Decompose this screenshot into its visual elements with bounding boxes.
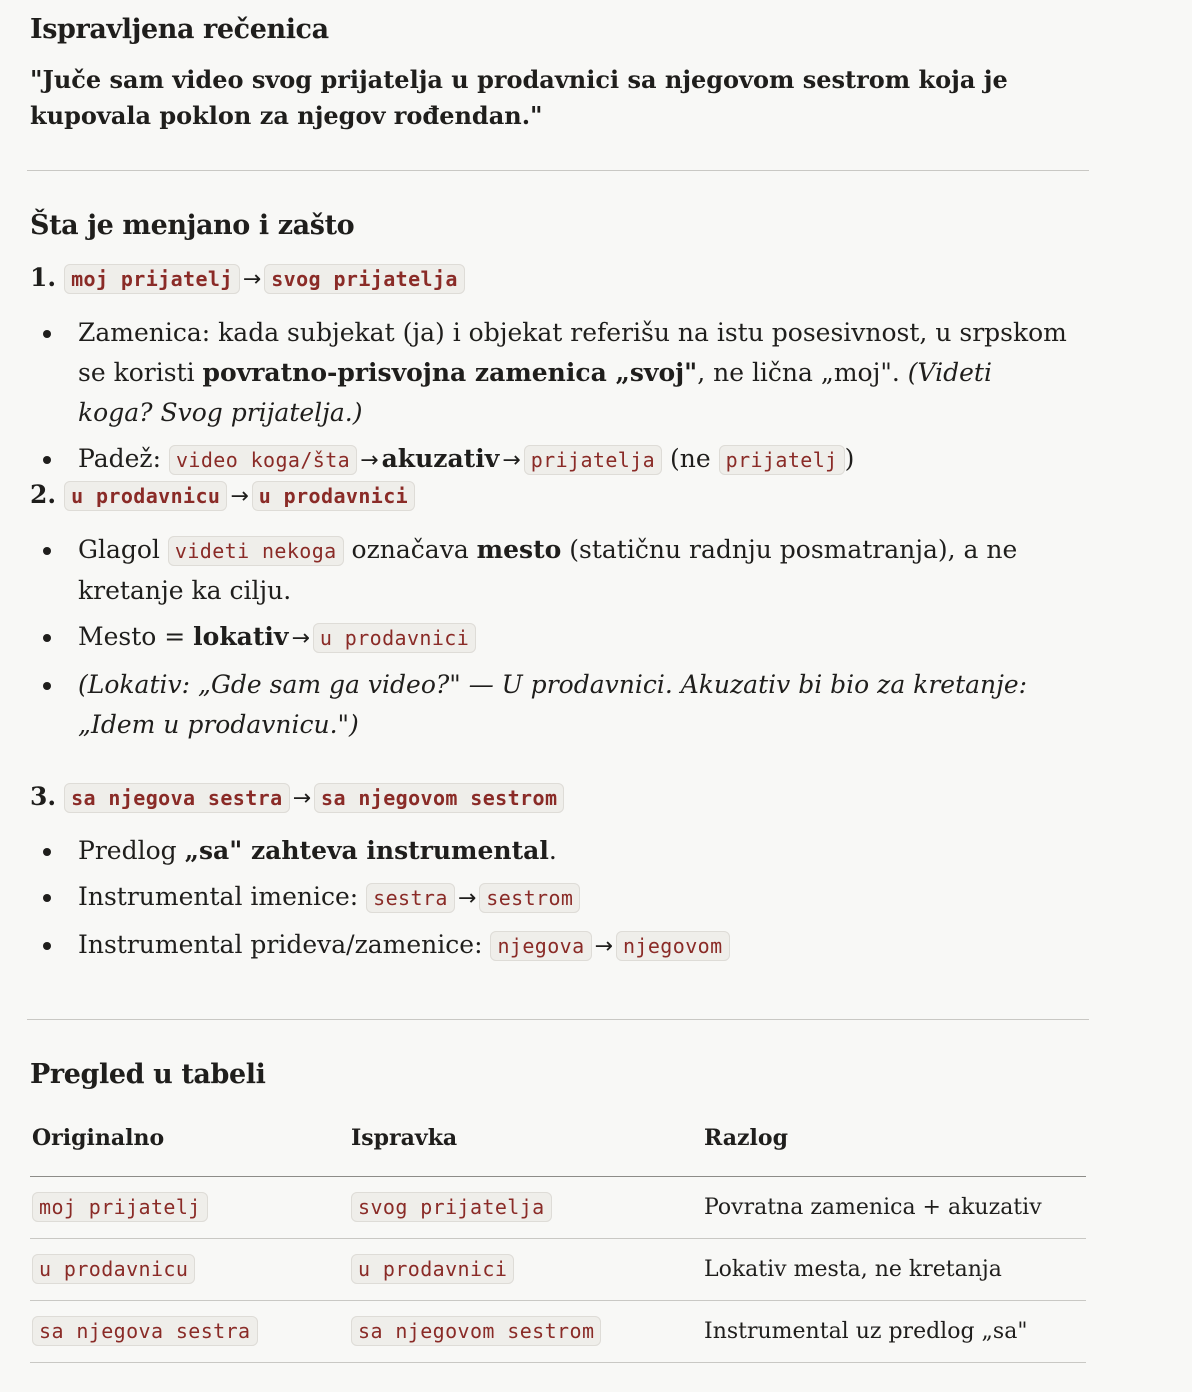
correction-cell bbox=[349, 1301, 702, 1363]
arrow-icon: → bbox=[502, 448, 521, 473]
corrected-phrase: u prodavnici bbox=[252, 481, 415, 511]
inline-code: u prodavnici bbox=[313, 623, 476, 653]
inline-code: sestrom bbox=[479, 883, 580, 913]
step-number: 3. bbox=[30, 782, 57, 811]
table-row bbox=[30, 1177, 1086, 1239]
summary-table bbox=[30, 1108, 1086, 1363]
column-header-original: Originalno bbox=[30, 1108, 349, 1177]
arrow-icon: → bbox=[360, 448, 379, 473]
inline-code: svog prijatelja bbox=[351, 1192, 552, 1222]
change-3-explanations bbox=[78, 831, 1068, 973]
reason-cell: Lokativ mesta, ne kretanja bbox=[702, 1239, 1086, 1301]
inline-code: videti nekoga bbox=[168, 536, 344, 566]
inline-code: u prodavnicu bbox=[32, 1254, 195, 1284]
inline-code: njegova bbox=[490, 931, 591, 961]
list-item: Instrumental imenice: sestra → sestrom bbox=[78, 877, 1068, 919]
arrow-icon: → bbox=[457, 886, 477, 911]
original-cell bbox=[30, 1239, 349, 1301]
list-item: Mesto = lokativ → u prodavnici bbox=[78, 617, 1068, 659]
step-number: 1. bbox=[30, 263, 57, 292]
corrected-phrase: svog prijatelja bbox=[264, 264, 465, 294]
inline-code: video koga/šta bbox=[169, 445, 357, 475]
inline-code: prijatelj bbox=[719, 445, 845, 475]
original-phrase: moj prijatelj bbox=[64, 264, 240, 294]
list-item: (Lokativ: „Gde sam ga video?" — U prodavnici. Akuzativ bi bio za kretanje: „Idem u prodavnicu.") bbox=[78, 665, 1068, 745]
changes-heading: Šta je menjano i zašto bbox=[30, 210, 355, 241]
table-header-row bbox=[30, 1108, 1086, 1177]
inline-code: sa njegovom sestrom bbox=[351, 1316, 601, 1346]
change-1-explanations bbox=[78, 313, 1068, 487]
reason-cell: Povratna zamenica + akuzativ bbox=[702, 1177, 1086, 1239]
table-row bbox=[30, 1239, 1086, 1301]
inline-code: moj prijatelj bbox=[32, 1192, 208, 1222]
corrected-sentence-heading: Ispravljena rečenica bbox=[30, 14, 329, 45]
arrow-icon: → bbox=[594, 934, 613, 959]
list-item: Instrumental prideva/zamenice: njegova → njegovom bbox=[78, 925, 1068, 967]
arrow-icon: → bbox=[292, 786, 311, 811]
column-header-correction: Ispravka bbox=[349, 1108, 702, 1177]
inline-code: sa njegova sestra bbox=[32, 1316, 258, 1346]
list-item: Zamenica: kada subjekat (ja) i objekat referišu na istu posesivnost, u srpskom se koristi povratno-prisvojna zamenica „svoj", ne lična „moj". (Videti koga? Svog prijatelja.) bbox=[78, 313, 1068, 433]
correction-cell bbox=[349, 1177, 702, 1239]
change-2-explanations bbox=[78, 530, 1068, 751]
list-item: Glagol videti nekoga označava mesto (statičnu radnju posmatranja), a ne kretanje ka cilju. bbox=[78, 530, 1068, 611]
inline-code: njegovom bbox=[616, 931, 730, 961]
change-step-1 bbox=[30, 258, 465, 300]
correction-cell bbox=[349, 1239, 702, 1301]
reason-cell: Instrumental uz predlog „sa" bbox=[702, 1301, 1086, 1363]
original-phrase: sa njegova sestra bbox=[64, 783, 290, 813]
table-row bbox=[30, 1301, 1086, 1363]
corrected-sentence: "Juče sam video svog prijatelja u prodavnici sa njegovom sestrom koja je kupovala poklon za njegov rođendan." bbox=[30, 65, 1008, 130]
inline-code: sestra bbox=[366, 883, 455, 913]
divider bbox=[27, 1019, 1089, 1020]
change-step-2 bbox=[30, 475, 415, 517]
corrected-phrase: sa njegovom sestrom bbox=[314, 783, 564, 813]
divider bbox=[27, 170, 1089, 171]
table-heading: Pregled u tabeli bbox=[30, 1059, 266, 1090]
inline-code: prijatelja bbox=[524, 445, 662, 475]
original-cell bbox=[30, 1301, 349, 1363]
arrow-icon: → bbox=[230, 484, 249, 509]
change-step-3 bbox=[30, 777, 564, 819]
column-header-reason: Razlog bbox=[702, 1108, 1086, 1177]
original-cell bbox=[30, 1177, 349, 1239]
arrow-icon: → bbox=[242, 267, 262, 292]
step-number: 2. bbox=[30, 480, 57, 509]
inline-code: u prodavnici bbox=[351, 1254, 514, 1284]
arrow-icon: → bbox=[291, 626, 310, 651]
list-item: Predlog „sa" zahteva instrumental. bbox=[78, 831, 1068, 871]
original-phrase: u prodavnicu bbox=[64, 481, 227, 511]
list-item: Padež: video koga/šta → akuzativ → prijatelja (ne prijatelj ) bbox=[78, 439, 1068, 481]
